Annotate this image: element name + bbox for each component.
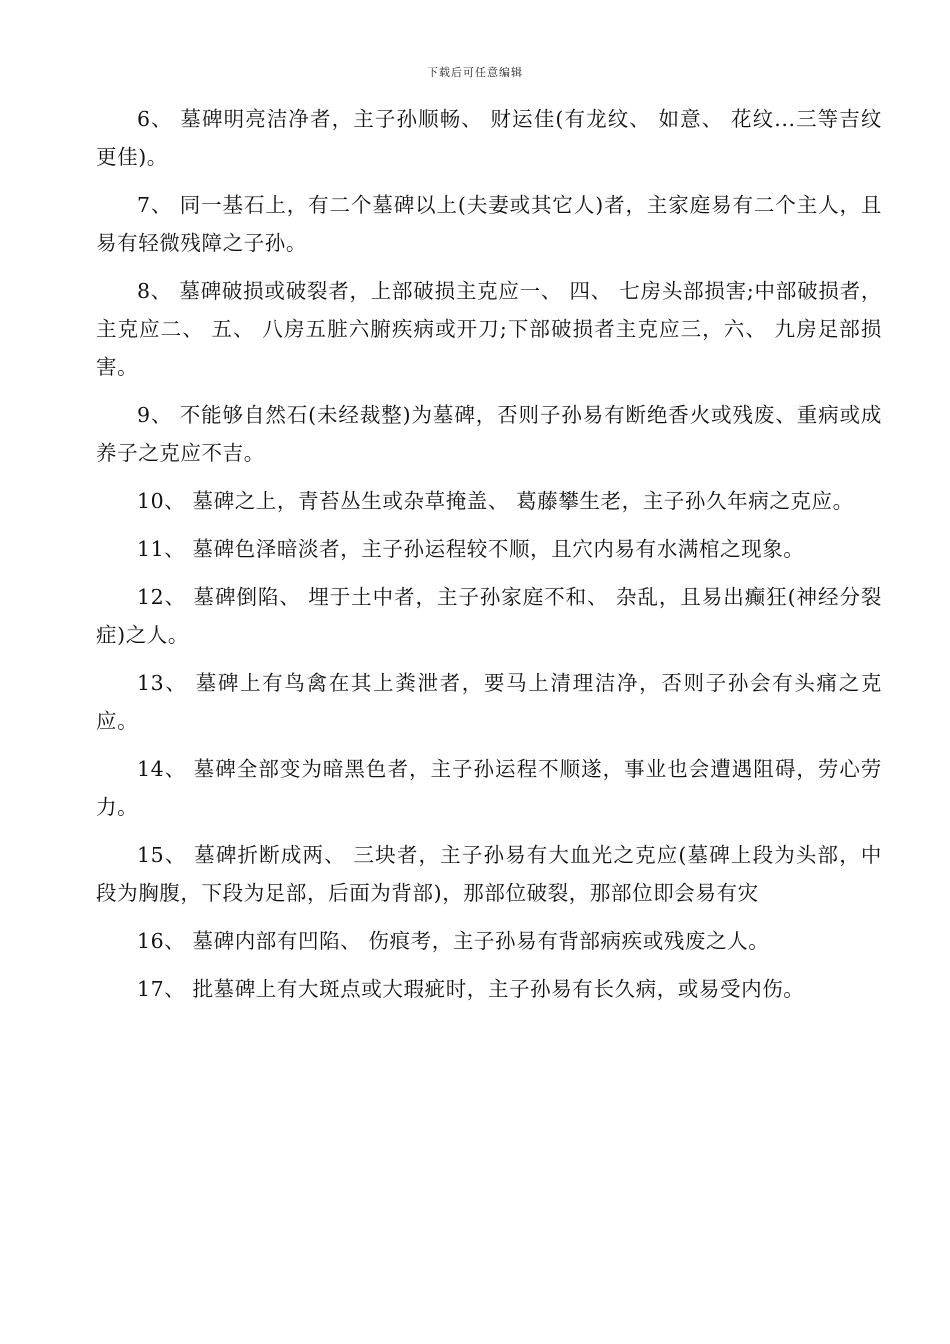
paragraph-10: 10、 墓碑之上，青苔丛生或杂草掩盖、 葛藤攀生老，主子孙久年病之克应。: [137, 489, 854, 513]
paragraph-9: 9、 不能够自然石(未经裁整)为墓碑，否则子孙易有断绝香火或残废、重病或成养子之克应不吉。: [96, 403, 882, 465]
paragraph-13: 13、 墓碑上有鸟禽在其上粪泄者，要马上清理洁净，否则子孙会有头痛之克应。: [96, 671, 882, 733]
paragraph-14: 14、 墓碑全部变为暗黑色者，主子孙运程不顺遂，事业也会遭遇阻碍，劳心劳力。: [96, 757, 882, 819]
paragraph-11: 11、 墓碑色泽暗淡者，主子孙运程较不顺，且穴内易有水满棺之现象。: [137, 537, 805, 561]
paragraph-17: 17、 批墓碑上有大斑点或大瑕疵时，主子孙易有长久病，或易受内伤。: [137, 977, 805, 1001]
paragraph-7: 7、 同一基石上，有二个墓碑以上(夫妻或其它人)者，主家庭易有二个主人，且易有轻微残障之子孙。: [96, 193, 882, 255]
document-body: [96, 100, 882, 1018]
paragraph-16: 16、 墓碑内部有凹陷、 伤痕考，主子孙易有背部病疾或残废之人。: [137, 929, 770, 953]
paragraph-8: 8、 墓碑破损或破裂者，上部破损主克应一、 四、 七房头部损害;中部破损者，主克应二、 五、 八房五脏六腑疾病或开刀;下部破损者主克应三，六、 九房足部损害。: [96, 279, 882, 379]
paragraph-12: 12、 墓碑倒陷、 埋于土中者，主子孙家庭不和、 杂乱，且易出癫狂(神经分裂症)之人。: [96, 585, 882, 647]
page-header-note: 下载后可任意编辑: [427, 66, 523, 79]
paragraph-6: 6、 墓碑明亮洁净者，主子孙顺畅、 财运佳(有龙纹、 如意、 花纹...三等吉纹更佳)。: [96, 107, 882, 169]
paragraph-15: 15、 墓碑折断成两、 三块者，主子孙易有大血光之克应(墓碑上段为头部，中段为胸腹，下段为足部，后面为背部)，那部位破裂，那部位即会易有灾: [96, 843, 882, 905]
